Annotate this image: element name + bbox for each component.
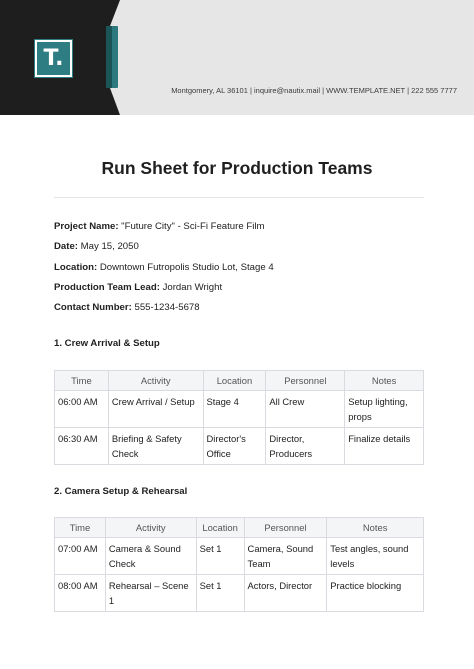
info-value: 555-1234-5678 [131, 302, 200, 313]
table-cell: 06:30 AM [55, 428, 109, 465]
info-label: Contact Number: [54, 302, 132, 313]
table-cell: Practice blocking [327, 575, 424, 612]
column-header: Notes [345, 371, 424, 391]
info-date [54, 241, 139, 252]
table-cell: Actors, Director [244, 575, 327, 612]
table-cell: 07:00 AM [55, 538, 106, 575]
info-contact-number [54, 302, 200, 313]
crew-arrival-table [54, 370, 424, 465]
table-cell: Briefing & Safety Check [108, 428, 203, 465]
column-header: Location [196, 518, 244, 538]
page-header [0, 0, 474, 115]
info-label: Production Team Lead: [54, 282, 160, 293]
column-header: Location [203, 371, 266, 391]
column-header: Notes [327, 518, 424, 538]
info-value: May 15, 2050 [78, 241, 139, 252]
table-cell: Set 1 [196, 575, 244, 612]
table-cell: Camera, Sound Team [244, 538, 327, 575]
header-notch-bottom [110, 88, 120, 115]
table-row [55, 538, 424, 575]
table-cell: Finalize details [345, 428, 424, 465]
table-cell: Director's Office [203, 428, 266, 465]
table-cell: Director, Producers [266, 428, 345, 465]
info-project-name [54, 221, 264, 232]
column-header: Activity [105, 518, 196, 538]
document-title: Run Sheet for Production Teams [101, 158, 373, 178]
info-team-lead [54, 282, 222, 293]
table-cell: 08:00 AM [55, 575, 106, 612]
table-cell: All Crew [266, 391, 345, 428]
table-row [55, 428, 424, 465]
title-divider [54, 197, 424, 198]
column-header: Personnel [266, 371, 345, 391]
column-header: Time [55, 371, 109, 391]
table-cell: Crew Arrival / Setup [108, 391, 203, 428]
column-header: Personnel [244, 518, 327, 538]
contact-line: Montgomery, AL 36101 | inquire@nautix.mail | WWW.TEMPLATE.NET | 222 555 7777 [171, 86, 457, 95]
table-cell: Rehearsal – Scene 1 [105, 575, 196, 612]
table-header-row [55, 518, 424, 538]
table-header-row [55, 371, 424, 391]
section-heading-crew-arrival: 1. Crew Arrival & Setup [54, 338, 160, 349]
header-accent-shadow [106, 26, 112, 88]
column-header: Time [55, 518, 106, 538]
column-header: Activity [108, 371, 203, 391]
info-label: Location: [54, 262, 98, 273]
camera-setup-table [54, 517, 424, 612]
table-row [55, 575, 424, 612]
table-row [55, 391, 424, 428]
info-location [54, 262, 274, 273]
table-cell: Set 1 [196, 538, 244, 575]
info-label: Project Name: [54, 221, 119, 232]
table-cell: Stage 4 [203, 391, 266, 428]
table-cell: 06:00 AM [55, 391, 109, 428]
header-notch-top [110, 0, 120, 26]
info-value: Jordan Wright [159, 282, 223, 293]
company-logo [35, 40, 72, 77]
info-value: Downtown Futropolis Studio Lot, Stage 4 [97, 262, 274, 273]
table-cell: Camera & Sound Check [105, 538, 196, 575]
info-label: Date: [54, 241, 78, 252]
table-cell: Setup lighting, props [345, 391, 424, 428]
logo-letter: T. [43, 46, 64, 71]
info-value: "Future City" - Sci-Fi Feature Film [118, 221, 265, 232]
table-cell: Test angles, sound levels [327, 538, 424, 575]
section-heading-camera-setup: 2. Camera Setup & Rehearsal [54, 486, 188, 497]
